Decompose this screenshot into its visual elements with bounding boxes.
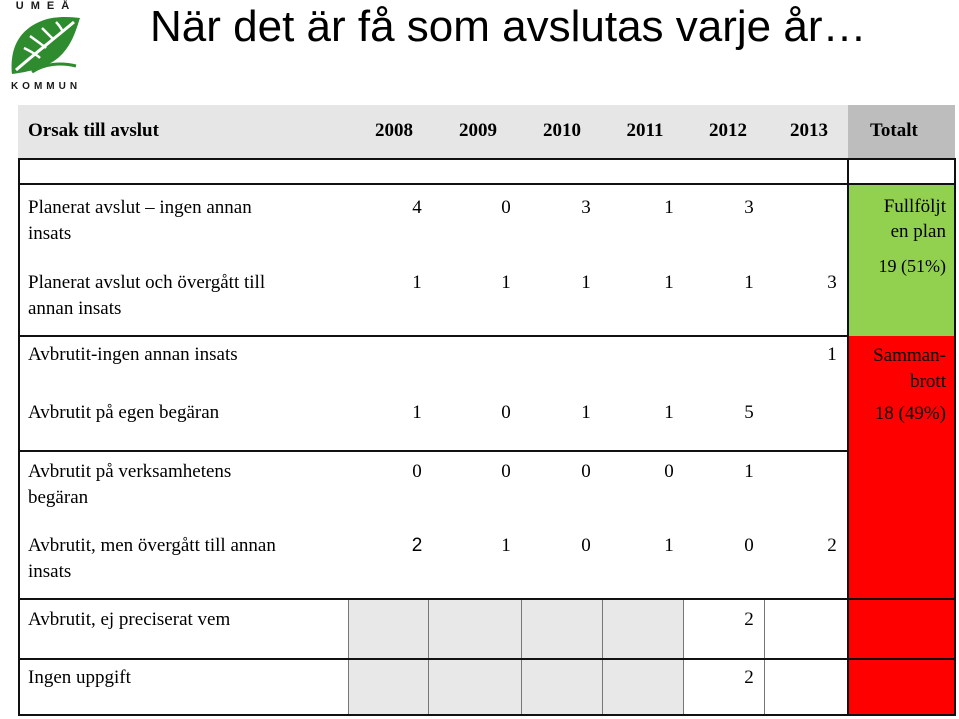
column-header-2013: 2013 [790, 120, 828, 141]
row-label: Avbrutit på verksamhetens [28, 461, 232, 482]
column-header-2010: 2010 [543, 120, 581, 141]
table-cell: 1 [664, 197, 674, 218]
column-header-2008: 2008 [375, 120, 413, 141]
table-divider [602, 599, 603, 715]
completed-label: en plan [890, 221, 946, 242]
table-cell: 0 [501, 197, 511, 218]
table-cell: 0 [501, 461, 511, 482]
row-label: begäran [28, 487, 89, 508]
empty-cell [348, 599, 428, 715]
table-cell: 1 [501, 535, 511, 556]
row-label: Avbrutit-ingen annan insats [28, 344, 238, 365]
table-border [18, 714, 956, 716]
dropout-total: 18 (49%) [874, 403, 946, 424]
table-cell: 1 [664, 272, 674, 293]
table-cell: 0 [664, 461, 674, 482]
table-border [18, 158, 956, 160]
table-cell: 1 [744, 461, 754, 482]
table-cell: 0 [744, 535, 754, 556]
page-title: När det är få som avslutas varje år… [150, 2, 867, 51]
table-cell: 0 [501, 402, 511, 423]
table-cell: 1 [827, 344, 837, 365]
table-border [18, 598, 956, 600]
table-cell: 0 [412, 461, 422, 482]
row-label: Avbrutit, ej preciserat vem [28, 609, 231, 630]
row-label: Planerat avslut och övergått till [28, 272, 266, 293]
table-cell: 1 [412, 402, 422, 423]
table-cell: 1 [412, 272, 422, 293]
row-label: Avbrutit, men övergått till annan [28, 535, 276, 556]
table-cell: 2 [744, 667, 754, 688]
completed-label: Fullföljt [883, 196, 946, 217]
column-header-2012: 2012 [709, 120, 747, 141]
row-label: Ingen uppgift [28, 667, 131, 688]
completed-total: 19 (51%) [878, 256, 946, 276]
table-divider [348, 599, 349, 715]
table-cell: 2 [411, 535, 423, 556]
empty-cell [428, 599, 521, 715]
dropout-label: brott [910, 371, 946, 392]
table-border [18, 158, 20, 715]
table-divider [521, 599, 522, 715]
table-cell: 2 [827, 535, 837, 556]
table-border [18, 335, 848, 337]
table-border [954, 158, 956, 715]
column-header-total: Totalt [870, 120, 918, 141]
umea-kommun-logo [4, 0, 88, 96]
row-label: insats [28, 561, 72, 582]
table-border [18, 658, 956, 660]
row-label: insats [28, 223, 72, 244]
leaf-icon [6, 12, 86, 82]
table-cell: 1 [744, 272, 754, 293]
table-border [847, 158, 849, 715]
column-header-reason: Orsak till avslut [28, 120, 159, 141]
table-divider [683, 599, 684, 715]
table-cell: 1 [581, 272, 591, 293]
empty-cell [602, 599, 683, 715]
row-label: Planerat avslut – ingen annan [28, 197, 252, 218]
dropout-label: Samman- [873, 345, 946, 366]
table-cell: 4 [412, 197, 422, 218]
table-cell: 3 [827, 272, 837, 293]
table-cell: 2 [744, 609, 754, 630]
empty-cell [521, 599, 602, 715]
table-divider [428, 599, 429, 715]
row-label: Avbrutit på egen begäran [28, 402, 220, 423]
table-cell: 0 [581, 535, 591, 556]
table-cell: 1 [664, 402, 674, 423]
table-cell: 1 [501, 272, 511, 293]
logo-bottom-text: KOMMUN [10, 81, 82, 92]
table-cell: 3 [744, 197, 754, 218]
table-border [18, 183, 956, 185]
table-cell: 3 [581, 197, 591, 218]
table-cell: 1 [664, 535, 674, 556]
logo-top-text: UMEÅ [15, 0, 77, 12]
column-header-2009: 2009 [459, 120, 497, 141]
table-cell: 5 [744, 402, 754, 423]
row-label: annan insats [28, 298, 122, 319]
table-border [18, 450, 848, 452]
table-cell: 1 [581, 402, 591, 423]
table-cell: 0 [581, 461, 591, 482]
column-header-2011: 2011 [626, 120, 664, 141]
